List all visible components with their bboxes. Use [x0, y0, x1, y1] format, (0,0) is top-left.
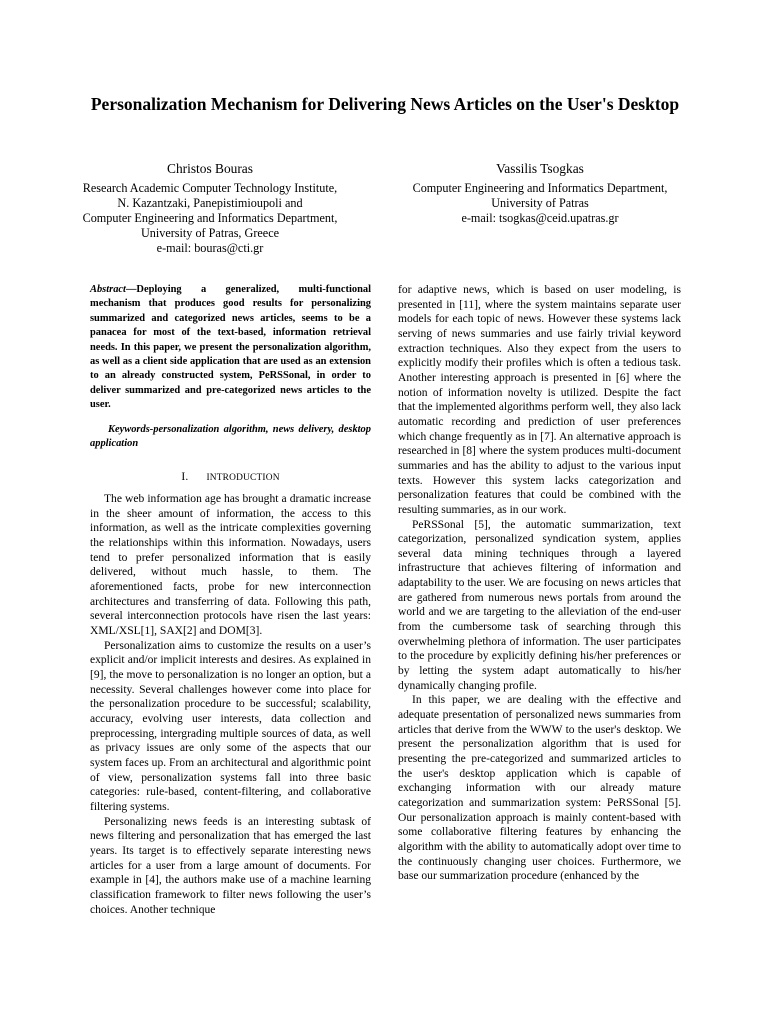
affiliation-line: University of Patras, Greece [140, 226, 280, 240]
affiliation-line: Research Academic Computer Technology Institute, [82, 181, 338, 195]
author-block-2 [395, 161, 685, 226]
paragraph: Personalizing news feeds is an interesting subtask of news filtering and personalization that has emerged the last years. Its target is to effectively separate interesting news articles for a user from a large amount of documents. For example in [4], the authors make use of a machine learning classification framework to filter news following the user’s choices. Another technique [90, 815, 371, 916]
affiliation-line: University of Patras [491, 196, 589, 210]
affiliation-line: Computer Engineering and Informatics Department, [412, 181, 668, 195]
author-name: Christos Bouras [167, 161, 253, 176]
author-email: e-mail: tsogkas@ceid.upatras.gr [461, 211, 619, 225]
left-column [90, 283, 371, 917]
section-number: I. [181, 471, 189, 484]
abstract [90, 283, 371, 413]
abstract-text: —Deploying a generalized, multi-functional mechanism that produces good results for personalizing summarized and categorized news articles, seems to be a panacea for most of the text-based, information retrieval needs. In this paper, we present the personalization algorithm, as well as a client side application that are used as an extension to an already constructed system, PeRSSonal, in order to deliver summarized and pre-categorized news articles to the user. [90, 284, 371, 411]
paragraph: Personalization aims to customize the results on a user’s explicit and/or implicit interests and desires. As explained in [9], the move to personalization is no longer an option, but a necessity. Several challenges however come into place for the personalization procedure to be successful; scalability, accuracy, evolving user interests, data collection and preprocessing, intergrading multiple sources of data, as well as privacy issues are only some of the aspects that our system faces up. From an architectural and algorithmic point of view, personalization systems fall into three basic categories: rule-based, content-filtering, and collaborative filtering systems. [90, 639, 371, 813]
author-name: Vassilis Tsogkas [496, 161, 584, 176]
paragraph: The web information age has brought a dramatic increase in the sheer amount of information, the access to this information, as well as the intricate complexities governing the relationships within this information. Nowadays, users tend to prefer personalized information that is easily delivered, without much hassle, to them. The aforementioned facts, probe for new interconnection architectures and transferring of data. Following this path, several interconnection protocols have risen the last years: XML/XSL[1], SAX[2] and DOM[3]. [90, 493, 371, 638]
affiliation-line: N. Kazantzaki, Panepistimioupoli and [117, 196, 303, 210]
affiliation-line: Computer Engineering and Informatics Department, [82, 211, 338, 225]
section-heading [90, 470, 371, 486]
right-column [398, 283, 681, 884]
author-email: e-mail: bouras@cti.gr [156, 241, 264, 255]
paragraph: In this paper, we are dealing with the effective and adequate presentation of personalized news summaries from articles that derive from the WWW to the user's desktop. We present the personalization algorithm that is used for presenting the pre-categorized and summarized articles to the user's desktop application which is capable of exchanging information with our already mature categorization and summarization system: PeRSSonal [5]. Our personalization approach is mainly content-based with some collaborative filtering features by enhancing the algorithm with the ability to automatically adopt over time to the continuously changing user choices. Furthermore, we base our summarization procedure (enhanced by the [398, 694, 681, 883]
abstract-label: Abstract [90, 284, 126, 295]
paragraph: PeRSSonal [5], the automatic summarization, text categorization, personalized syndication system, applies several data mining techniques through a layered infrastructure that achieves filtering of information and adaptability to the user. We are focusing on news articles that are gathered from numerous news portals from around the world and we are targeting to the alleviation of the end-user from the cumbersome task of searching through this overwhelming plethora of information. The user participates to the procedure by explicitly defining his/her preferences or by letting the system adapt automatically to his/her dynamically changing profile. [398, 518, 681, 692]
section-title: INTRODUCTION [206, 473, 280, 484]
keywords: Keywords-personalization algorithm, news delivery, desktop application [90, 423, 371, 450]
paper-title: Personalization Mechanism for Delivering News Articles on the User's Desktop [90, 94, 680, 114]
paragraph: for adaptive news, which is based on user modeling, is presented in [11], where the system maintains separate user models for each topic of news. However these systems lack serving of news summaries and use fairly trivial keyword extraction techniques. Also they expect from the users to explicitly modify their profiles which is often a tedious task. Another interesting approach is presented in [6] where the notion of information novelty is utilized. Despite the fact that the implemented algorithms perform well, they also lack automatic recording and prediction of user preferences which change frequently as in [7]. An alternative approach is researched in [8] where the system produces multi-document summaries and has the ability to adjust to the various input texts. However this system lacks categorization and personalization features that could be combined with the resulting summaries, as in our work. [398, 284, 681, 516]
author-block-1 [70, 161, 350, 256]
